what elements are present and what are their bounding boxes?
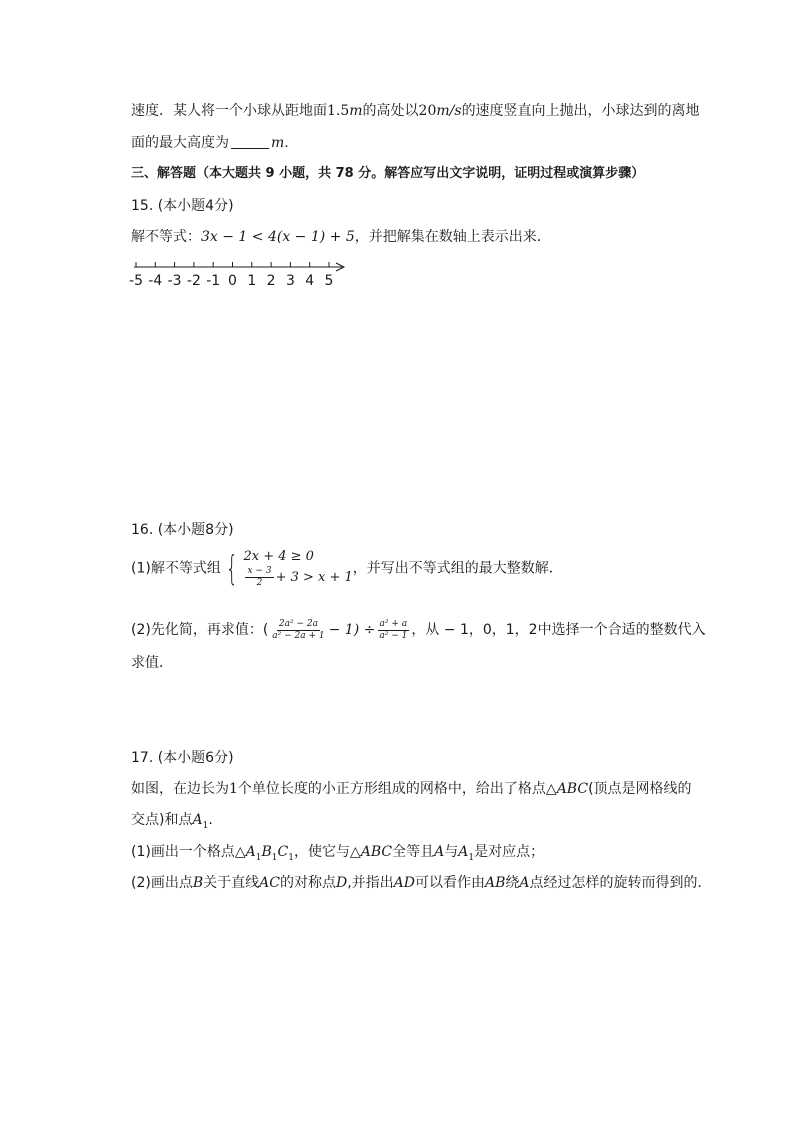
question-14-continued-line2: 面的最大高度为 m. xyxy=(131,135,289,151)
number-line-ticks xyxy=(129,262,333,289)
question-16-part2: (2)先化简，再求值：( $\frac{\text{2a² − 2a}}{\text{a² − 2a + 1}}$ − 1) ÷ $\frac{\text{a² + a}}{\text{a² − 1}}$ ，从 − 1，0，1，2中选择一个合适的整数代入 xyxy=(131,618,706,641)
question-15-prompt: 解不等式：3x − 1 < 4(x − 1) + 5，并把解集在数轴上表示出来． xyxy=(131,229,551,245)
number-line-tick-label: 0 xyxy=(228,273,237,289)
number-line xyxy=(128,258,358,292)
number-line-tick-label: -4 xyxy=(148,273,163,289)
question-17-part1: (1)画出一个格点$\triangle A_1B_1C_1$，使它与△ABC全等且A与$A_1$是对应点； xyxy=(131,844,545,863)
number-line-tick-label: 1 xyxy=(247,273,257,289)
question-17-part2: (2)画出点B关于直线AC的对称点D,并指出AD可以看作由AB绕A点经过怎样的旋转而得到的． xyxy=(131,875,712,891)
question-16-part1: (1)解不等式组 { 2x + 4 ≥ 0 $\frac{x - 3}{2}$ + 3 > x + 1 ，并写出不等式组的最大整数解． xyxy=(131,548,563,589)
question-17-desc-line2: 交点)和点$A_1$. xyxy=(131,812,213,831)
inequality-system: { 2x + 4 ≥ 0 $\frac{x - 3}{2}$ + 3 > x + 1 xyxy=(225,548,353,589)
section-heading: 三、解答题（本大题共 9 小题，共 78 分。解答应写出文字说明，证明过程或演算步骤） xyxy=(131,166,645,181)
number-line-tick-label: 2 xyxy=(266,273,276,289)
number-line-tick-label: 4 xyxy=(305,273,315,289)
number-line-tick-label: 3 xyxy=(285,273,295,289)
number-line-tick-label: -5 xyxy=(129,273,143,289)
question-16-part2-line2: 求值． xyxy=(131,655,173,671)
question-16-header: 16. (本小题8分) xyxy=(131,522,234,538)
number-line-tick-label: -3 xyxy=(167,273,182,289)
question-17-desc-line1: 如图，在边长为1个单位长度的小正方形组成的网格中，给出了格点△ABC(顶点是网格线的 xyxy=(131,781,692,797)
number-line-tick-label: -2 xyxy=(186,273,201,289)
question-14-continued-line1: 速度．某人将一个小球从距地面1.5m的高处以20m/s的速度竖直向上抛出，小球达到的离地 xyxy=(131,103,700,119)
question-15-header: 15. (本小题4分) xyxy=(131,198,234,214)
number-line-tick-label: 5 xyxy=(324,273,334,289)
question-17-header: 17. (本小题6分) xyxy=(131,750,234,766)
left-brace: { xyxy=(225,548,238,589)
answer-blank[interactable] xyxy=(231,134,269,149)
number-line-tick-label: -1 xyxy=(206,273,221,289)
